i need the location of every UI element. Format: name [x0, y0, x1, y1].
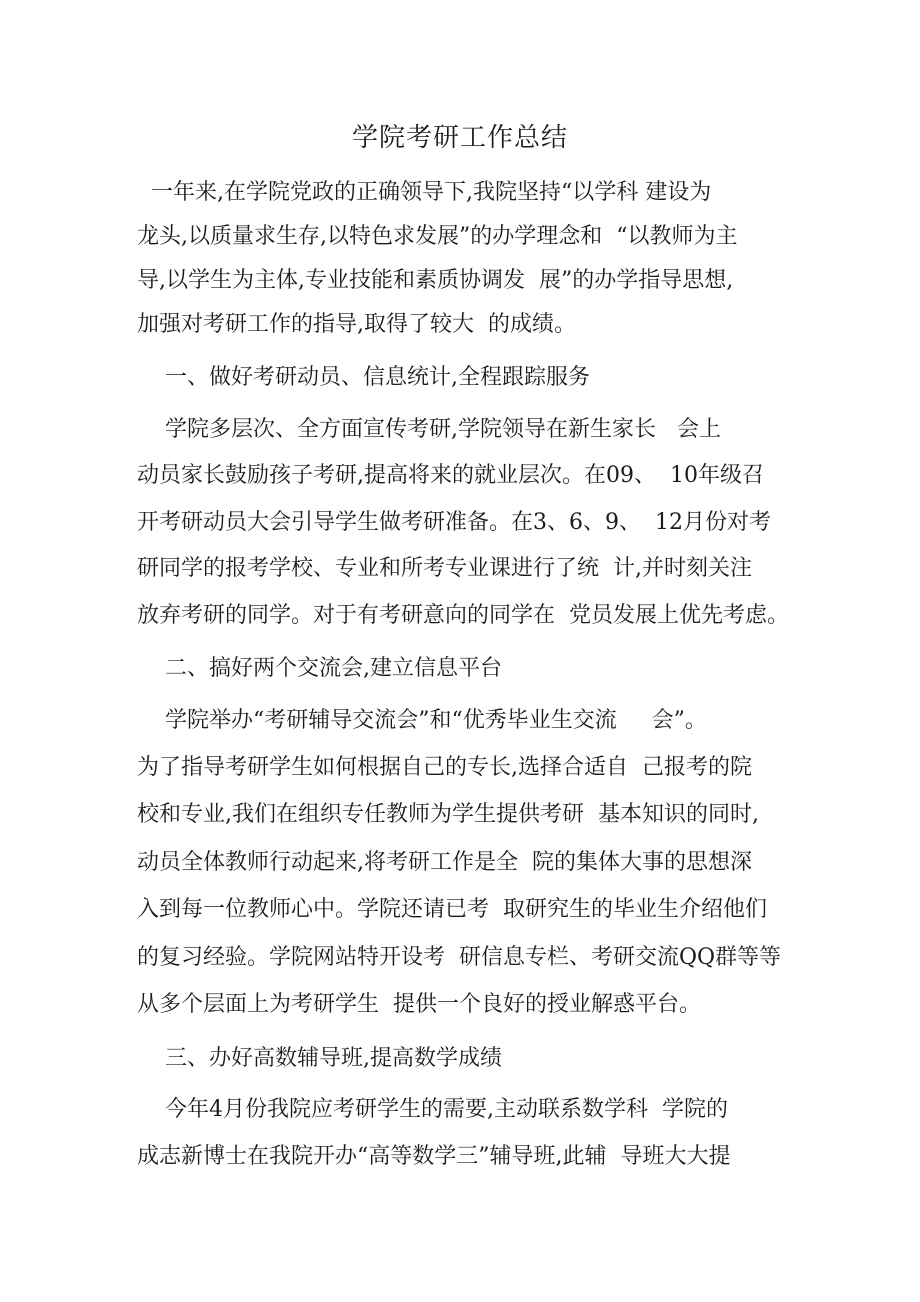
- paragraph-line: 校和专业,我们在组织专任教师为学生提供考研 基本知识的同时,: [137, 802, 759, 827]
- section-heading: 一、做好考研动员、信息统计,全程跟踪服务: [137, 365, 590, 390]
- paragraph-line: 的复习经验。学院网站特开设考 研信息专栏、考研交流QQ群等等: [137, 945, 782, 970]
- paragraph-line: 成志新博士在我院开办“高等数学三”辅导班,此辅 导班大大提: [137, 1144, 731, 1169]
- document-title: 学院考研工作总结: [351, 123, 568, 153]
- paragraph-line: 开考研动员大会引导学生做考研准备。在3、6、9、 12月份对考: [137, 510, 771, 535]
- paragraph-line: 学院举办“考研辅导交流会”和“优秀毕业生交流 会”。: [137, 708, 707, 733]
- paragraph-line: 从多个层面上为考研学生 提供一个良好的授业解惑平台。: [137, 992, 701, 1017]
- paragraph-line: 动员全体教师行动起来,将考研工作是全 院的集体大事的思想深: [137, 850, 752, 875]
- paragraph-line: 今年4月份我院应考研学生的需要,主动联系数学科 学院的: [137, 1097, 728, 1122]
- paragraph-line: 加强对考研工作的指导,取得了较大 的成绩。: [137, 312, 576, 337]
- paragraph-line: 动员家长鼓励孩子考研,提高将来的就业层次。在09、 10年级召: [137, 463, 764, 488]
- section-heading: 二、搞好两个交流会,建立信息平台: [137, 656, 502, 681]
- paragraph-line: 学院多层次、全方面宣传考研,学院领导在新生家长 会上: [137, 417, 721, 442]
- paragraph-line: 龙头,以质量求生存,以特色求发展”的办学理念和 “以教师为主: [137, 224, 738, 249]
- paragraph-line: 研同学的报考学校、专业和所考专业课进行了统 计,并时刻关注: [137, 556, 752, 581]
- paragraph-line: 为了指导考研学生如何根据自己的专长,选择合适自 己报考的院: [137, 755, 752, 780]
- paragraph-line: 一年来,在学院党政的正确领导下,我院坚持“以学科 建设为: [137, 180, 712, 205]
- section-heading: 三、办好高数辅导班,提高数学成绩: [137, 1046, 502, 1071]
- paragraph-line: 放弃考研的同学。对于有考研意向的同学在 党员发展上优先考虑。: [137, 603, 789, 628]
- paragraph-line: 入到每一位教师心中。学院还请已考 取研究生的毕业生介绍他们: [137, 897, 767, 922]
- paragraph-line: 导,以学生为主体,专业技能和素质协调发 展”的办学指导思想,: [137, 268, 734, 293]
